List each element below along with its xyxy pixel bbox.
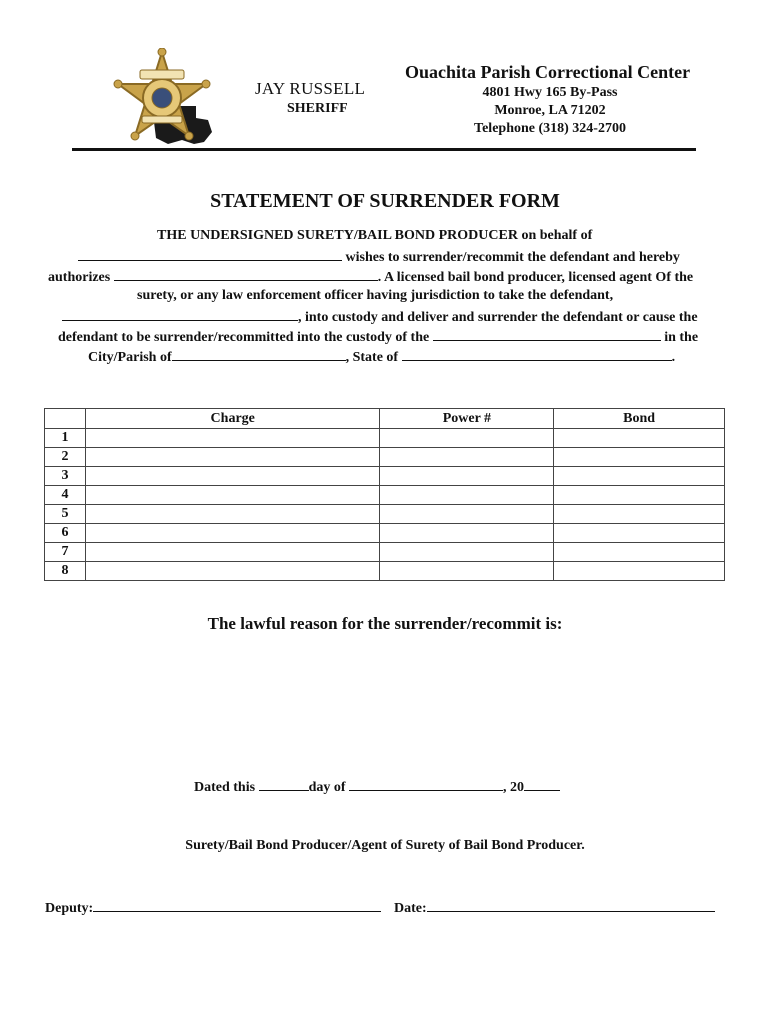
row-number: 5	[45, 505, 86, 524]
row-number: 4	[45, 486, 86, 505]
bond-cell[interactable]	[554, 562, 725, 581]
city-parish-field[interactable]	[172, 348, 346, 361]
power-cell[interactable]	[380, 467, 554, 486]
address-line-2: Monroe, LA 71202	[494, 103, 606, 118]
bond-cell[interactable]	[554, 448, 725, 467]
signature-label: Surety/Bail Bond Producer/Agent of Surety of Bail Bond Producer.	[185, 838, 585, 853]
authorized-party-field[interactable]	[114, 268, 378, 281]
table-row	[45, 467, 725, 486]
sheriff-name: JAY RUSSELL	[255, 79, 366, 98]
authorizes-label: authorizes	[48, 270, 111, 285]
charge-cell[interactable]	[85, 543, 380, 562]
charge-cell[interactable]	[85, 429, 380, 448]
state-seal	[152, 88, 172, 108]
row-number: 3	[45, 467, 86, 486]
address-line-1: 4801 Hwy 165 By-Pass	[482, 85, 618, 100]
reason-label: The lawful reason for the surrender/recommit is:	[207, 614, 563, 633]
table-row	[45, 524, 725, 543]
charge-cell[interactable]	[85, 562, 380, 581]
intro-line-2-text: wishes to surrender/recommit the defendant and hereby	[345, 250, 680, 265]
table-row	[45, 505, 725, 524]
intro-line-3-text: . A licensed bail bond producer, licensed agent Of the	[377, 270, 694, 285]
dated-line	[194, 778, 560, 796]
organization-address	[460, 84, 640, 138]
form-title: STATEMENT OF SURRENDER FORM	[210, 190, 560, 212]
charge-cell[interactable]	[85, 505, 380, 524]
power-cell[interactable]	[380, 448, 554, 467]
charge-cell[interactable]	[85, 467, 380, 486]
intro-line-6	[58, 328, 698, 346]
bond-cell[interactable]	[554, 486, 725, 505]
table-row	[45, 486, 725, 505]
year-prefix-label: , 20	[503, 780, 525, 795]
power-cell[interactable]	[380, 429, 554, 448]
in-the-label: in the	[664, 330, 699, 345]
table-header-number	[45, 409, 86, 429]
row-number: 6	[45, 524, 86, 543]
year-field[interactable]	[524, 778, 560, 791]
power-cell[interactable]	[380, 562, 554, 581]
deputy-line	[45, 899, 381, 917]
row-number: 2	[45, 448, 86, 467]
row-number: 8	[45, 562, 86, 581]
power-cell[interactable]	[380, 486, 554, 505]
row-number: 7	[45, 543, 86, 562]
month-field[interactable]	[349, 778, 503, 791]
power-cell[interactable]	[380, 543, 554, 562]
table-header-power: Power #	[380, 409, 554, 429]
state-of-label: , State of	[345, 350, 399, 365]
bond-cell[interactable]	[554, 505, 725, 524]
table-header-charge: Charge	[85, 409, 380, 429]
table-header-bond: Bond	[554, 409, 725, 429]
intro-line-1: THE UNDERSIGNED SURETY/BAIL BOND PRODUCER on behalf of	[157, 228, 593, 243]
charge-cell[interactable]	[85, 486, 380, 505]
bond-cell[interactable]	[554, 543, 725, 562]
state-field[interactable]	[402, 348, 672, 361]
table-row	[45, 562, 725, 581]
sheriff-badge-logo	[108, 48, 216, 156]
table-header-row	[45, 409, 725, 429]
organization-name: Ouachita Parish Correctional Center	[405, 62, 691, 82]
dated-this-label: Dated this	[194, 780, 256, 795]
intro-line-2	[78, 248, 680, 266]
intro-line-5	[62, 308, 698, 326]
intro-line-4: surety, or any law enforcement officer having jurisdiction to take the defendant,	[137, 288, 614, 303]
custody-of-field[interactable]	[433, 328, 661, 341]
line-7-period: .	[671, 350, 676, 365]
telephone: Telephone (318) 324-2700	[474, 121, 626, 136]
bond-cell[interactable]	[554, 467, 725, 486]
intro-line-3	[48, 268, 693, 286]
table-row	[45, 429, 725, 448]
charges-table	[44, 408, 725, 581]
charge-cell[interactable]	[85, 524, 380, 543]
intro-line-5-text: , into custody and deliver and surrender the defendant or cause the	[298, 310, 698, 325]
deputy-label: Deputy:	[45, 901, 94, 916]
table-row	[45, 448, 725, 467]
date-line	[394, 899, 715, 917]
bond-cell[interactable]	[554, 429, 725, 448]
header-divider	[72, 148, 696, 151]
city-parish-label: City/Parish of	[88, 350, 172, 365]
intro-line-6-text: defendant to be surrender/recommitted into the custody of the	[58, 330, 430, 345]
date-label: Date:	[394, 901, 427, 916]
power-cell[interactable]	[380, 505, 554, 524]
day-of-label: day of	[308, 780, 346, 795]
sheriff-title: SHERIFF	[287, 101, 348, 116]
deputy-field[interactable]	[93, 899, 381, 912]
charge-cell[interactable]	[85, 448, 380, 467]
defendant-name-field[interactable]	[62, 308, 298, 321]
date-field[interactable]	[427, 899, 715, 912]
row-number: 1	[45, 429, 86, 448]
table-row	[45, 543, 725, 562]
surety-name-field[interactable]	[78, 248, 342, 261]
day-field[interactable]	[259, 778, 309, 791]
intro-line-7	[88, 348, 675, 366]
bond-cell[interactable]	[554, 524, 725, 543]
power-cell[interactable]	[380, 524, 554, 543]
